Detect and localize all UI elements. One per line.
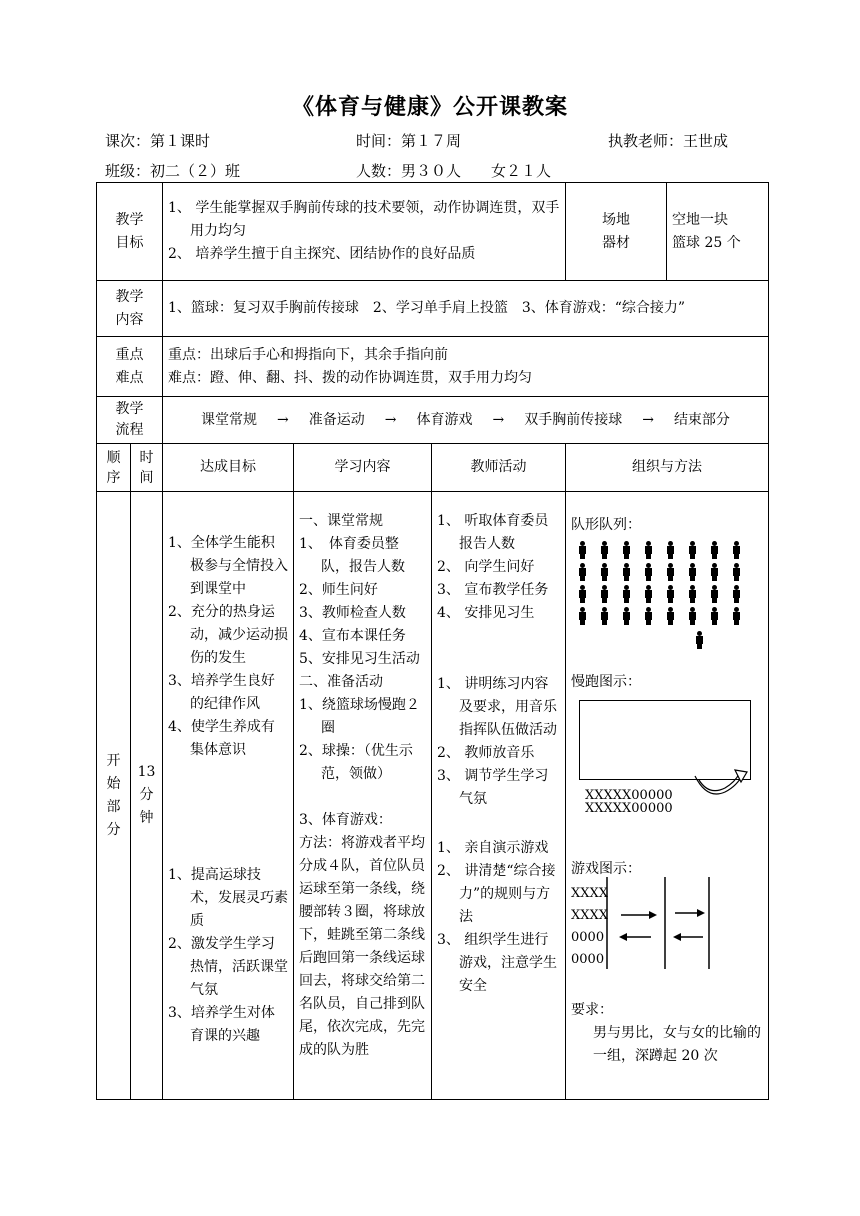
keypoints-row [97, 337, 769, 397]
student-person-icon [577, 607, 587, 625]
game-label: 游戏图示： [571, 861, 642, 877]
student-person-icon [731, 563, 741, 581]
class-name: 班级：初二（２）班 [105, 162, 241, 180]
section-goals [163, 492, 294, 1100]
flow-arrow: → [642, 411, 654, 428]
student-person-icon [687, 541, 697, 559]
learn-line: 5、安排见习生活动 [299, 651, 420, 667]
col-org: 组织与方法 [566, 444, 769, 492]
column-header-row [97, 444, 769, 492]
col-goal: 达成目标 [163, 444, 294, 492]
flow-arrow: → [492, 411, 505, 428]
lesson-plan-table [96, 182, 769, 1100]
goal-item: 2、充分的热身运动，减少运动损伤的发生 [168, 604, 288, 666]
goals-label: 教学目标 [97, 183, 163, 281]
teacher-item: 2、 向学生问好 [437, 559, 535, 575]
formation-row [571, 585, 763, 607]
learn-line: 方法：将游戏者平均分成４队，首位队员运球至第一条线，绕腰部转３圈，将球放下，蛙跳至第二条线后跑回第一条线运球回去，将球交给第二名队员，自己排到队尾，依次完成，先完成的队为胜 [299, 835, 425, 1058]
keypoints-label: 重点难点 [97, 337, 163, 397]
teacher-person-icon [694, 631, 704, 649]
student-person-icon [577, 563, 587, 581]
requirement-label: 要求： [571, 1002, 614, 1018]
goal-item: 3、培养学生对体育课的兴趣 [168, 1005, 275, 1044]
content-label: 教学内容 [97, 281, 163, 337]
goals-cell [163, 183, 566, 281]
student-person-icon [731, 541, 741, 559]
student-count: 人数：男３０人 女２１人 [356, 162, 552, 180]
learn-line: 一、课堂常规 [299, 513, 383, 529]
formation-label: 队形队列： [571, 517, 642, 533]
run-label: 慢跑图示： [571, 674, 642, 690]
page-title: 《体育与健康》公开课教案 [291, 94, 568, 120]
game-row: XXXX [571, 886, 609, 901]
student-person-icon [665, 541, 675, 559]
student-person-icon [577, 541, 587, 559]
goal-item: 4、使学生养成有集体意识 [168, 719, 275, 758]
flow-step: 双手胸前传接球 [524, 411, 623, 428]
flow-label: 教学流程 [97, 397, 163, 444]
goal-item: 1、全体学生能积极参与全情投入到课堂中 [168, 535, 288, 597]
flow-step: 结束部分 [673, 411, 730, 428]
flow-arrow: → [384, 411, 397, 428]
student-person-icon [643, 607, 653, 625]
student-person-icon [709, 541, 719, 559]
lesson-time: 时间：第１７周 [356, 132, 462, 150]
section-teacher [432, 492, 566, 1100]
learn-line: 1、 体育委员整队，报告人数 [299, 536, 405, 575]
section-duration: 13分钟 [131, 492, 163, 1100]
section-name: 开始部分 [97, 492, 131, 1100]
venue-cell [667, 183, 769, 281]
col-time: 时间 [131, 444, 163, 492]
col-learn: 学习内容 [294, 444, 432, 492]
learn-line: 2、球操：（优生示范，领做） [299, 743, 413, 782]
learn-line: 1、绕篮球场慢跑２圈 [299, 697, 420, 736]
student-person-icon [621, 607, 631, 625]
goal-item: 1、 学生能掌握双手胸前传球的技术要领，动作协调连贯，双手用力均匀 [168, 200, 560, 239]
teacher-item: 3、 组织学生进行游戏，注意学生安全 [437, 932, 557, 994]
game-row: XXXX [571, 908, 609, 923]
flow-step: 准备运动 [308, 411, 365, 428]
goal-item: 2、激发学生学习热情，活跃课堂气氛 [168, 936, 288, 998]
requirement-text: 男与男比，女与女的比输的一组，深蹲起 20 次 [593, 1025, 762, 1064]
content-cell: 1、篮球：复习双手胸前传接球 2、学习单手肩上投篮 3、体育游戏：“综合接力” [163, 281, 769, 337]
game-row: 0000 [571, 952, 605, 967]
teacher-item: 2、 讲清楚“综合接力”的规则与方法 [437, 863, 556, 925]
game-row: 0000 [571, 930, 605, 945]
flow-step: 体育游戏 [416, 411, 473, 428]
goal-item: 1、提高运球技术，发展灵巧素质 [168, 867, 288, 929]
student-person-icon [599, 607, 609, 625]
keypoint-line: 难点：蹬、伸、翻、抖、拨的动作协调连贯，双手用力均匀 [168, 369, 532, 386]
student-person-icon [709, 607, 719, 625]
run-row: XXXXX00000 [585, 801, 673, 816]
teacher-item: 1、 听取体育委员报告人数 [437, 513, 549, 552]
teacher-item: 2、 教师放音乐 [437, 745, 535, 761]
student-person-icon [731, 607, 741, 625]
teacher-item: 1、 讲明练习内容及要求，用音乐指挥队伍做活动 [437, 676, 557, 738]
formation-row [571, 563, 763, 585]
content-row [97, 281, 769, 337]
student-person-icon [731, 585, 741, 603]
run-row: XXXXX00000 [585, 788, 673, 803]
student-person-icon [599, 563, 609, 581]
game-lines-icon [605, 875, 725, 971]
keypoint-line: 重点：出球后手心和拇指向下，其余手指向前 [168, 346, 448, 363]
flow-row [97, 397, 769, 444]
venue-label: 场地器材 [566, 183, 667, 281]
student-person-icon [687, 607, 697, 625]
student-person-icon [709, 585, 719, 603]
learn-line: 4、宣布本课任务 [299, 628, 406, 644]
learn-line: 二、准备活动 [299, 674, 383, 690]
student-person-icon [621, 563, 631, 581]
learn-line: 3、体育游戏： [299, 812, 392, 828]
goals-row [97, 183, 769, 281]
goal-item: 3、培养学生良好的纪律作风 [168, 673, 275, 712]
flow-arrow: → [277, 411, 289, 428]
teacher-item: 3、 宣布教学任务 [437, 582, 549, 598]
teacher-item: 3、 调节学生学习气氛 [437, 768, 549, 807]
venue-line: 篮球 25 个 [672, 234, 741, 251]
section-learn [294, 492, 432, 1100]
lesson-number: 课次：第１课时 [105, 132, 211, 150]
student-person-icon [687, 585, 697, 603]
student-person-icon [687, 563, 697, 581]
game-diagram [571, 881, 763, 977]
student-person-icon [709, 563, 719, 581]
student-person-icon [599, 585, 609, 603]
keypoints-cell [163, 337, 769, 397]
student-person-icon [599, 541, 609, 559]
section-row [97, 492, 769, 1100]
student-person-icon [665, 607, 675, 625]
run-direction-icon [689, 766, 749, 806]
goal-item: 2、 培养学生擅于自主探究、团结协作的良好品质 [168, 246, 476, 262]
flow-cell [163, 397, 769, 444]
student-person-icon [643, 541, 653, 559]
flow-step: 课堂常规 [201, 411, 257, 428]
teacher-name: 执教老师：王世成 [608, 132, 729, 150]
student-person-icon [621, 585, 631, 603]
student-person-icon [577, 585, 587, 603]
learn-line: 2、师生问好 [299, 582, 378, 598]
student-person-icon [665, 563, 675, 581]
student-person-icon [643, 563, 653, 581]
student-person-icon [643, 585, 653, 603]
teacher-item: 4、 安排见习生 [437, 605, 535, 621]
formation-row [571, 607, 763, 629]
game-rows [571, 883, 608, 971]
learn-line: 3、教师检查人数 [299, 605, 406, 621]
venue-line: 空地一块 [672, 211, 729, 228]
teacher-figure [571, 631, 763, 657]
student-person-icon [621, 541, 631, 559]
col-teacher: 教师活动 [432, 444, 566, 492]
col-order: 顺序 [97, 444, 131, 492]
run-diagram [571, 694, 763, 803]
teacher-item: 1、 亲自演示游戏 [437, 840, 549, 856]
student-person-icon [665, 585, 675, 603]
section-org [566, 492, 769, 1100]
formation-row [571, 541, 763, 563]
formation-diagram [571, 541, 763, 629]
